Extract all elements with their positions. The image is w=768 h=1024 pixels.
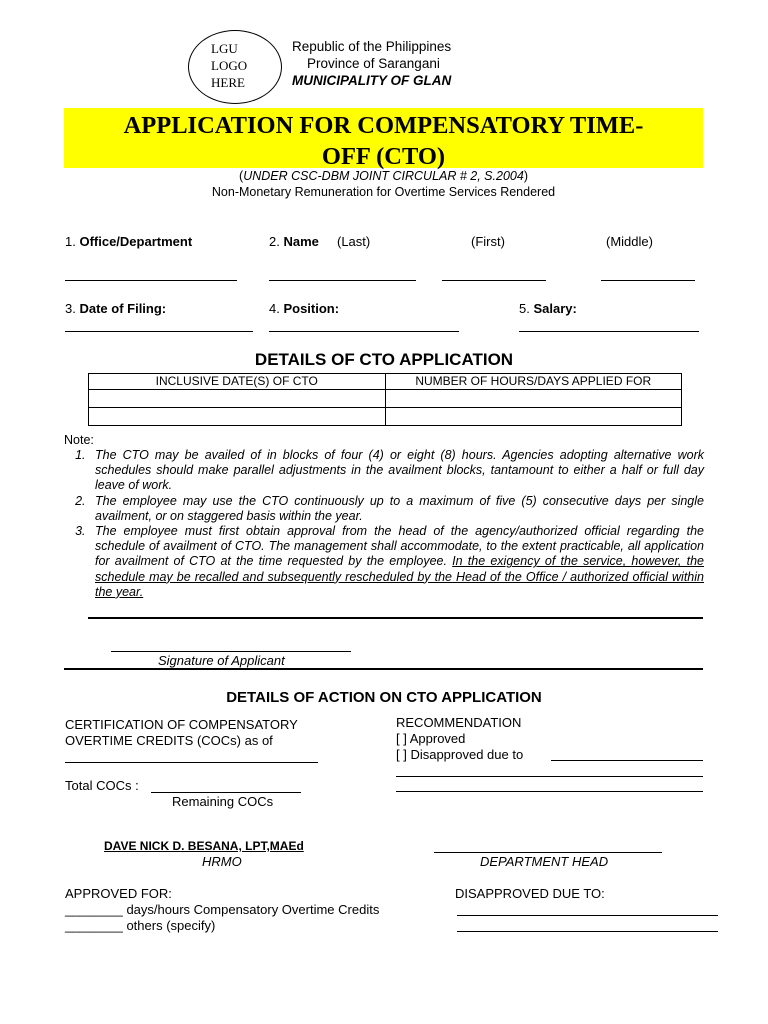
note-item: [89, 524, 704, 600]
coc-date-field[interactable]: [65, 762, 318, 763]
dates-cell[interactable]: [89, 408, 386, 426]
cert-line-1: CERTIFICATION OF COMPENSATORY: [65, 717, 298, 732]
recommendation-label: RECOMMENDATION: [396, 715, 522, 730]
dates-cell[interactable]: [89, 390, 386, 408]
name-middle-field[interactable]: [601, 280, 695, 281]
table-row: [89, 390, 682, 408]
table-row: [89, 408, 682, 426]
circular-text: UNDER CSC-DBM JOINT CIRCULAR # 2, S.2004: [243, 169, 524, 183]
approved-for-label: APPROVED FOR:: [65, 886, 172, 901]
coc-certification: [65, 717, 298, 749]
hours-cell[interactable]: [385, 390, 682, 408]
title-line-1: APPLICATION FOR COMPENSATORY TIME-: [123, 112, 644, 139]
name-first-label: (First): [471, 234, 505, 249]
approved-option-others[interactable]: ________ others (specify): [65, 918, 216, 933]
notes-section: [64, 433, 704, 600]
page-title: [64, 110, 703, 172]
salary-field[interactable]: [519, 331, 699, 332]
column-header-hours: NUMBER OF HOURS/DAYS APPLIED FOR: [385, 374, 682, 390]
name-middle-label: (Middle): [606, 234, 653, 249]
disapproved-reason-field[interactable]: [551, 760, 703, 761]
dept-head-signature-field[interactable]: [434, 852, 662, 853]
lgu-logo-placeholder: [188, 30, 282, 104]
hrmo-title: HRMO: [202, 854, 242, 869]
notes-list: [64, 448, 704, 600]
name-first-field[interactable]: [442, 280, 546, 281]
disapproved-due-label: DISAPPROVED DUE TO:: [455, 886, 605, 901]
date-label: 3. Date of Filing:: [65, 301, 167, 316]
disapproved-reason-field[interactable]: [396, 776, 703, 777]
title-line-2: OFF (CTO): [321, 143, 446, 170]
disapproved-reason-field[interactable]: [396, 791, 703, 792]
notes-label: Note:: [64, 433, 94, 447]
divider: [64, 668, 703, 670]
municipality-text: MUNICIPALITY OF GLAN: [292, 73, 452, 88]
column-header-dates: INCLUSIVE DATE(S) OF CTO: [89, 374, 386, 390]
hours-cell[interactable]: [385, 408, 682, 426]
approved-checkbox[interactable]: [ ] Approved: [396, 731, 466, 746]
republic-text: Republic of the Philippines: [292, 39, 452, 54]
approved-option-coc[interactable]: ________ days/hours Compensatory Overtime Credits: [65, 902, 380, 917]
disapproved-due-field[interactable]: [457, 931, 718, 932]
office-field[interactable]: [65, 280, 237, 281]
province-text: Province of Sarangani: [307, 56, 440, 71]
details-heading: DETAILS OF CTO APPLICATION: [254, 350, 514, 369]
cto-details-table: [88, 373, 682, 426]
disapproved-checkbox[interactable]: [ ] Disapproved due to: [396, 747, 524, 762]
note-item: 1. The CTO may be availed of in blocks of four (4) or eight (8) hours. Agencies adopting alternative work schedules should make parallel adjustments in the availment blocks, tantamount to either a half or full day leave of work.: [89, 448, 704, 494]
position-field[interactable]: [269, 331, 459, 332]
circular-reference: [64, 169, 703, 183]
name-last-label: (Last): [337, 234, 371, 249]
name-label: 2. Name: [269, 234, 319, 249]
circular-open: (: [239, 169, 244, 183]
table-header-row: [89, 374, 682, 390]
date-field[interactable]: [65, 331, 253, 332]
remaining-cocs-label: Remaining COCs: [172, 794, 274, 809]
circular-close: ): [523, 169, 528, 183]
note-3-underlined: In the exigency of the service, however, the schedule may be recalled and subsequently rescheduled by the Head of the Office / authorized official within the year.: [95, 554, 704, 599]
cert-line-2: OVERTIME CREDITS (COCs) as of: [65, 733, 273, 748]
note-3-text: The employee must first obtain approval from the head of the agency/authorized official regarding the schedule of availment of CTO. The management shall accommodate, to the extent practicable, all application for availment of CTO at the time requested by the employee.: [95, 524, 704, 569]
note-item: 2. The employee may use the CTO continuously up to a maximum of five (5) consecutive days per single availment, or on staggered basis within the year.: [89, 494, 704, 524]
logo-line: LGU: [211, 41, 238, 56]
action-heading: DETAILS OF ACTION ON CTO APPLICATION: [226, 689, 542, 706]
dept-head-title: DEPARTMENT HEAD: [480, 854, 609, 869]
signature-field[interactable]: [111, 651, 351, 652]
divider: [88, 617, 703, 619]
total-cocs-label: Total COCs :: [65, 778, 139, 793]
disapproved-due-field[interactable]: [457, 915, 718, 916]
name-last-field[interactable]: [269, 280, 416, 281]
logo-line: LOGO: [211, 58, 248, 73]
remuneration-text: Non-Monetary Remuneration for Overtime Services Rendered: [211, 185, 556, 199]
letterhead: [292, 38, 451, 89]
hrmo-name: DAVE NICK D. BESANA, LPT,MAEd: [104, 839, 304, 853]
total-cocs-field[interactable]: [151, 792, 301, 793]
position-label: 4. Position:: [269, 301, 340, 316]
salary-label: 5. Salary:: [519, 301, 577, 316]
signature-label: Signature of Applicant: [158, 653, 285, 668]
office-label: 1. Office/Department: [65, 234, 193, 249]
logo-line: HERE: [211, 75, 245, 90]
